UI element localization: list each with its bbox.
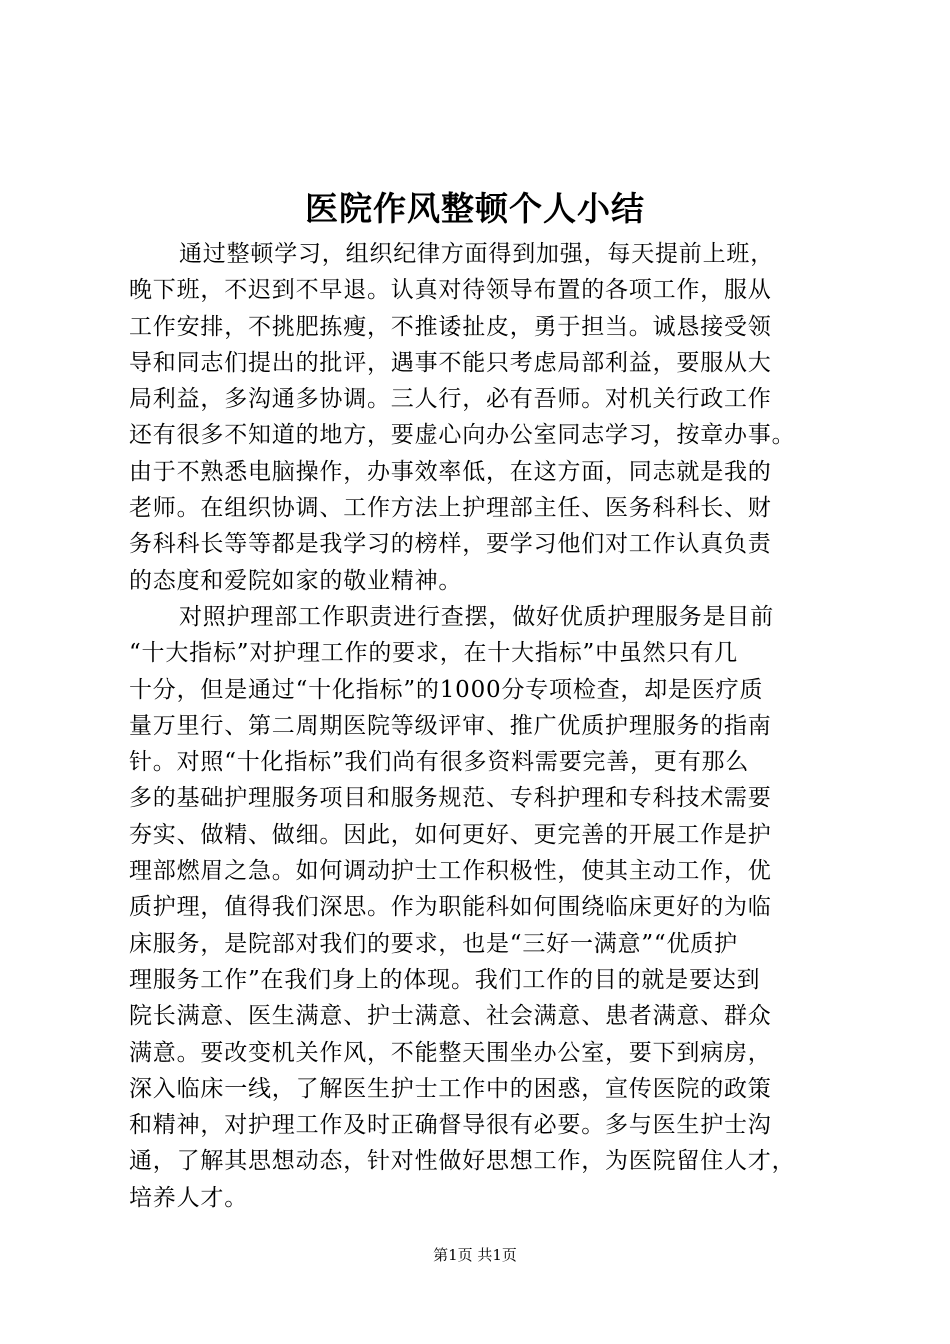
text-line: 针。对照“十化指标”我们尚有很多资料需要完善，更有那么 <box>129 749 750 776</box>
text-line: 床服务，是院部对我们的要求，也是“三好一满意”“优质护 <box>129 930 738 957</box>
document-body <box>129 236 829 1216</box>
text-line: 量万里行、第二周期医院等级评审、推广优质护理服务的指南 <box>129 712 772 739</box>
text-line: 的态度和爱院如家的敬业精神。 <box>129 567 463 594</box>
paragraph-2 <box>129 599 829 1216</box>
text-line: 深入临床一线，了解医生护士工作中的困惑，宣传医院的政策 <box>129 1075 772 1102</box>
text-line: 对照护理部工作职责进行查摆，做好优质护理服务是目前 <box>179 603 774 630</box>
text-line: 夯实、做精、做细。因此，如何更好、更完善的开展工作是护 <box>129 821 772 848</box>
text-line: 多的基础护理服务项目和服务规范、专科护理和专科技术需要 <box>129 785 772 812</box>
page-number: 第1页 共1页 <box>433 1246 517 1264</box>
text-line: 通过整顿学习，组织纪律方面得到加强，每天提前上班， <box>179 241 774 267</box>
paragraph-1 <box>129 236 829 599</box>
text-line: 由于不熟悉电脑操作，办事效率低，在这方面，同志就是我的 <box>129 458 772 485</box>
text-line: 和精神，对护理工作及时正确督导很有必要。多与医生护士沟 <box>129 1112 772 1139</box>
text-line: 质护理，值得我们深思。作为职能科如何围绕临床更好的为临 <box>129 894 772 921</box>
text-line: 导和同志们提出的批评，遇事不能只考虑局部利益，要服从大 <box>129 349 772 376</box>
document-title: 医院作风整顿个人小结 <box>305 189 645 228</box>
text-line: 晚下班，不迟到不早退。认真对待领导布置的各项工作，服从 <box>129 277 772 304</box>
text-line: 十分，但是通过“十化指标”的1000分专项检查，却是医疗质 <box>129 676 764 703</box>
text-line: 局利益，多沟通多协调。三人行，必有吾师。对机关行政工作 <box>129 386 772 413</box>
text-line: 培养人才。 <box>129 1184 248 1211</box>
text-line: 满意。要改变机关作风，不能整天围坐办公室，要下到病房， <box>129 1039 772 1066</box>
text-line: 理服务工作”在我们身上的体现。我们工作的目的就是要达到 <box>129 966 761 993</box>
text-line: 务科科长等等都是我学习的榜样，要学习他们对工作认真负责 <box>129 531 772 558</box>
text-line: 工作安排，不挑肥拣瘦，不推诿扯皮，勇于担当。诚恳接受领 <box>129 313 772 340</box>
text-line: 院长满意、医生满意、护士满意、社会满意、患者满意、群众 <box>129 1003 772 1030</box>
text-line: 理部燃眉之急。如何调动护士工作积极性，使其主动工作，优 <box>129 858 772 885</box>
text-line: 还有很多不知道的地方，要虚心向办公室同志学习，按章办事。 <box>129 422 796 449</box>
text-line: “十大指标”对护理工作的要求，在十大指标”中虽然只有几 <box>129 640 738 667</box>
text-line: 通，了解其思想动态，针对性做好思想工作，为医院留住人才， <box>129 1148 796 1175</box>
text-line: 老师。在组织协调、工作方法上护理部主任、医务科科长、财 <box>129 495 772 522</box>
